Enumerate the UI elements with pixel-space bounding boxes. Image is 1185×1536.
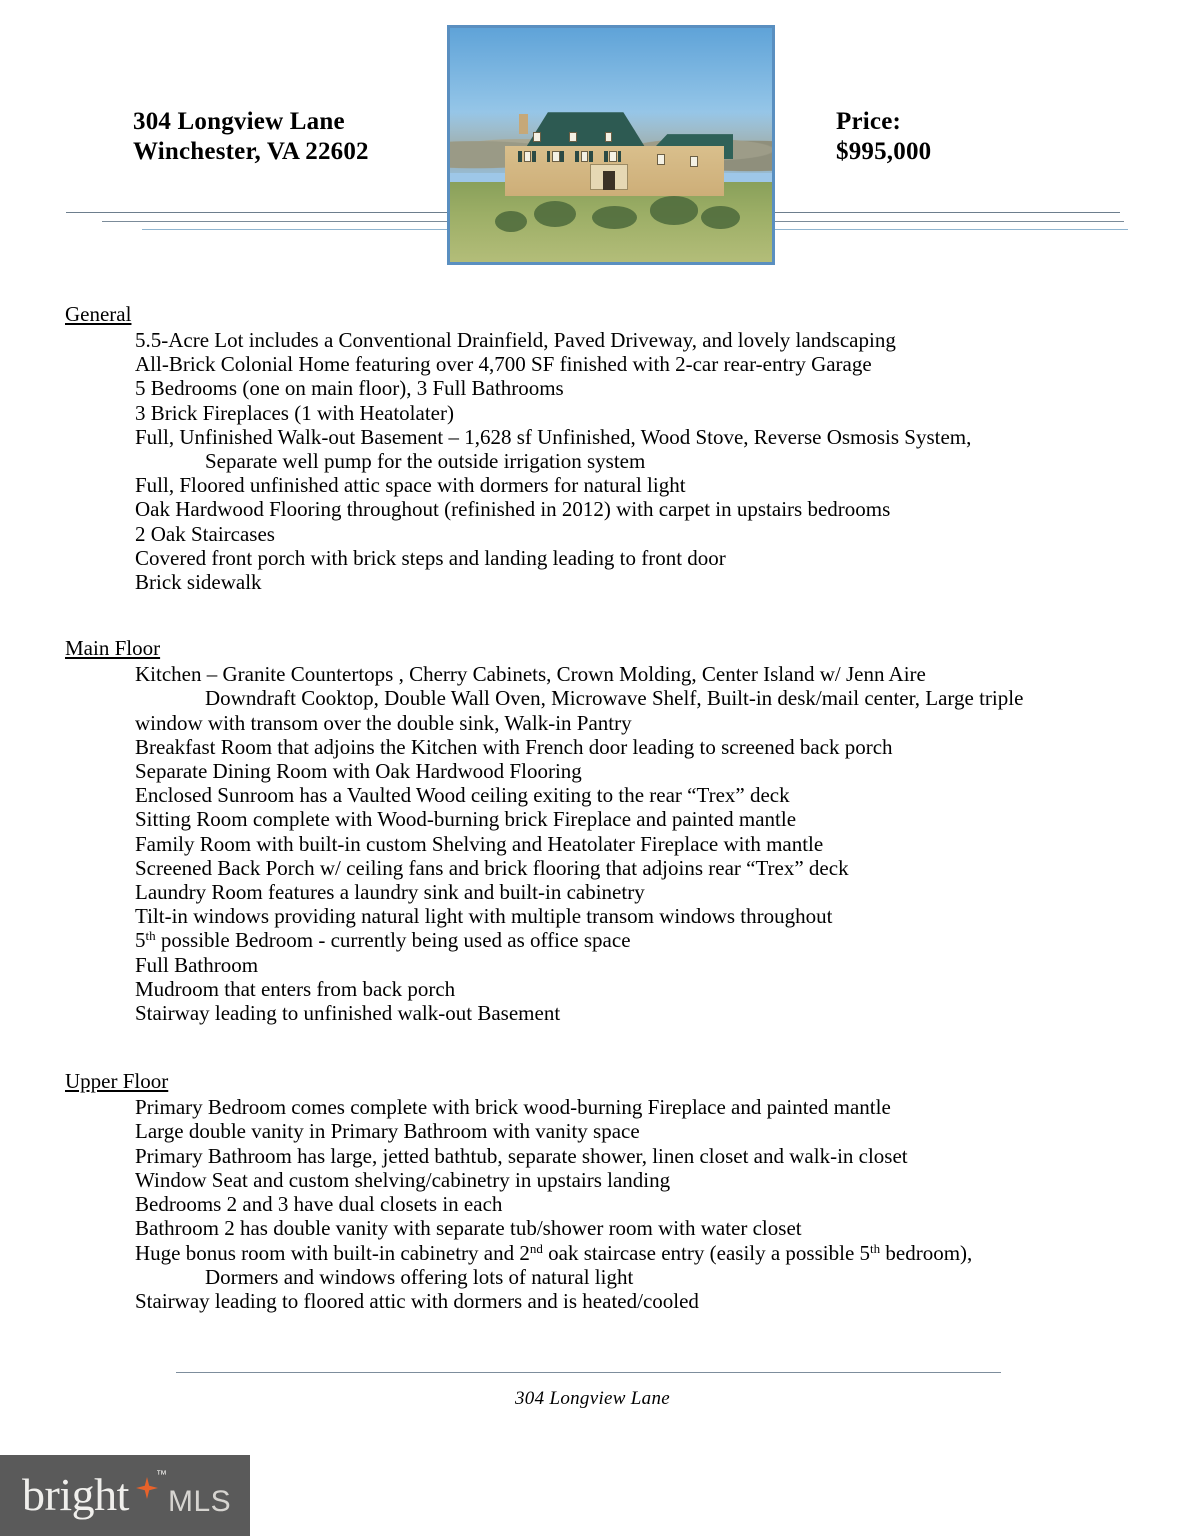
photo-window bbox=[609, 151, 617, 162]
photo-shrub bbox=[701, 206, 740, 229]
property-price bbox=[836, 107, 931, 167]
listing-item: Breakfast Room that adjoins the Kitchen with French door leading to screened back porch bbox=[135, 734, 893, 759]
listing-item: Oak Hardwood Flooring throughout (refinished in 2012) with carpet in upstairs bedrooms bbox=[135, 497, 891, 522]
section bbox=[0, 634, 1185, 1067]
section-heading: Main Floor bbox=[65, 636, 161, 661]
section-item-list bbox=[0, 662, 1185, 1025]
photo-shutter bbox=[604, 151, 608, 162]
section-heading-wrap bbox=[0, 634, 1185, 662]
photo-shrub bbox=[534, 201, 576, 227]
listing-item: Bedrooms 2 and 3 have dual closets in each bbox=[135, 1192, 503, 1217]
section-gap bbox=[0, 1025, 1185, 1067]
listing-item: Window Seat and custom shelving/cabinetry in upstairs landing bbox=[135, 1167, 671, 1192]
listing-item: 2 Oak Staircases bbox=[135, 521, 275, 546]
listing-item: Primary Bathroom has large, jetted bathtub, separate shower, linen closet and walk-in closet bbox=[135, 1143, 908, 1168]
section-heading-wrap bbox=[0, 300, 1185, 328]
photo-shutter bbox=[518, 151, 522, 162]
listing-item: Dormers and windows offering lots of natural light bbox=[205, 1264, 634, 1289]
listing-item: Family Room with built-in custom Shelving and Heatolater Fireplace with mantle bbox=[135, 831, 824, 856]
listing-item: Full Bathroom bbox=[135, 952, 259, 977]
photo-shutter bbox=[589, 151, 593, 162]
listing-item: Separate well pump for the outside irrigation system bbox=[205, 449, 646, 474]
listing-item: Huge bonus room with built-in cabinetry and 2nd oak staircase entry (easily a possible 5th bedroom), bbox=[135, 1240, 973, 1265]
logo-wordmark: bright bbox=[22, 1469, 129, 1520]
photo-window bbox=[657, 154, 665, 165]
listing-item: 3 Brick Fireplaces (1 with Heatolater) bbox=[135, 400, 454, 425]
document-header bbox=[0, 0, 1185, 280]
listing-item: Primary Bedroom comes complete with brick wood-burning Fireplace and painted mantle bbox=[135, 1095, 891, 1120]
photo-shrub bbox=[592, 206, 637, 229]
photo-shutter bbox=[532, 151, 536, 162]
property-address bbox=[133, 107, 369, 167]
photo-chimney bbox=[519, 114, 529, 134]
section-heading: General bbox=[65, 302, 132, 326]
listing-item: Covered front porch with brick steps and landing leading to front door bbox=[135, 545, 726, 570]
house-exterior-photo bbox=[447, 25, 775, 265]
listing-item: Screened Back Porch w/ ceiling fans and brick flooring that adjoins rear “Trex” deck bbox=[135, 855, 849, 880]
trademark-symbol: ™ bbox=[156, 1469, 167, 1481]
photo-shutter bbox=[560, 151, 564, 162]
listing-item: Large double vanity in Primary Bathroom with vanity space bbox=[135, 1119, 640, 1144]
listing-item: Sitting Room complete with Wood-burning brick Fireplace and painted mantle bbox=[135, 807, 797, 832]
listing-item: Brick sidewalk bbox=[135, 570, 262, 595]
photo-shutter bbox=[618, 151, 622, 162]
listing-item: Bathroom 2 has double vanity with separate tub/shower room with water closet bbox=[135, 1216, 802, 1241]
listing-item: Downdraft Cooktop, Double Wall Oven, Microwave Shelf, Built-in desk/mail center, Large triple bbox=[205, 686, 1024, 711]
photo-roof-main bbox=[507, 112, 664, 147]
section-heading: Upper Floor bbox=[65, 1069, 169, 1094]
listing-item: Separate Dining Room with Oak Hardwood Flooring bbox=[135, 759, 582, 784]
listing-item: 5th possible Bedroom - currently being used as office space bbox=[135, 928, 631, 953]
footer-address: 304 Longview Lane bbox=[515, 1388, 670, 1409]
listing-item: Stairway leading to unfinished walk-out Basement bbox=[135, 1001, 561, 1026]
section-item-list bbox=[0, 1095, 1185, 1313]
section bbox=[0, 1067, 1185, 1313]
listing-item: Laundry Room features a laundry sink and built-in cabinetry bbox=[135, 880, 645, 905]
photo-front-door bbox=[603, 171, 615, 190]
photo-dormer-window bbox=[569, 132, 577, 141]
address-line-city-state-zip: Winchester, VA 22602 bbox=[133, 138, 369, 165]
listing-item: Stairway leading to floored attic with dormers and is heated/cooled bbox=[135, 1288, 699, 1313]
section-gap bbox=[0, 594, 1185, 634]
listing-item: Tilt-in windows providing natural light with multiple transom windows throughout bbox=[135, 904, 833, 929]
listing-item: All-Brick Colonial Home featuring over 4,700 SF finished with 2-car rear-entry Garage bbox=[135, 352, 872, 377]
photo-shrub bbox=[650, 196, 698, 224]
listing-item: Kitchen – Granite Countertops , Cherry Cabinets, Crown Molding, Center Island w/ Jenn Aire bbox=[135, 662, 926, 687]
bright-mls-logo bbox=[0, 1455, 250, 1536]
listing-item: window with transom over the double sink, Walk-in Pantry bbox=[135, 710, 632, 735]
photo-shutter bbox=[575, 151, 579, 162]
photo-window bbox=[581, 151, 589, 162]
price-value: $995,000 bbox=[836, 138, 932, 165]
listing-item: 5.5-Acre Lot includes a Conventional Drainfield, Paved Driveway, and lovely landscaping bbox=[135, 328, 896, 352]
sparkle-icon bbox=[136, 1477, 158, 1499]
photo-house bbox=[495, 112, 733, 196]
listing-item: Mudroom that enters from back porch bbox=[135, 976, 456, 1001]
photo-shutter bbox=[547, 151, 551, 162]
listing-item: Full, Floored unfinished attic space with dormers for natural light bbox=[135, 473, 686, 498]
section bbox=[0, 300, 1185, 634]
price-label: Price: bbox=[836, 108, 902, 135]
section-heading-wrap bbox=[0, 1067, 1185, 1095]
footer-divider bbox=[176, 1372, 1001, 1373]
listing-item: 5 Bedrooms (one on main floor), 3 Full Bathrooms bbox=[135, 376, 564, 401]
photo-dormer-window bbox=[533, 132, 541, 141]
listing-details bbox=[0, 300, 1185, 1313]
photo-window bbox=[690, 156, 698, 167]
listing-item: Full, Unfinished Walk-out Basement – 1,628 sf Unfinished, Wood Stove, Reverse Osmosis System, bbox=[135, 424, 972, 449]
address-line-street: 304 Longview Lane bbox=[133, 108, 345, 135]
listing-item: Enclosed Sunroom has a Vaulted Wood ceiling exiting to the rear “Trex” deck bbox=[135, 783, 790, 808]
photo-dormer-window bbox=[605, 132, 613, 141]
section-item-list bbox=[0, 328, 1185, 594]
photo-window bbox=[552, 151, 560, 162]
photo-window bbox=[524, 151, 532, 162]
logo-suffix: MLS bbox=[168, 1485, 232, 1518]
photo-shrub bbox=[495, 211, 527, 232]
